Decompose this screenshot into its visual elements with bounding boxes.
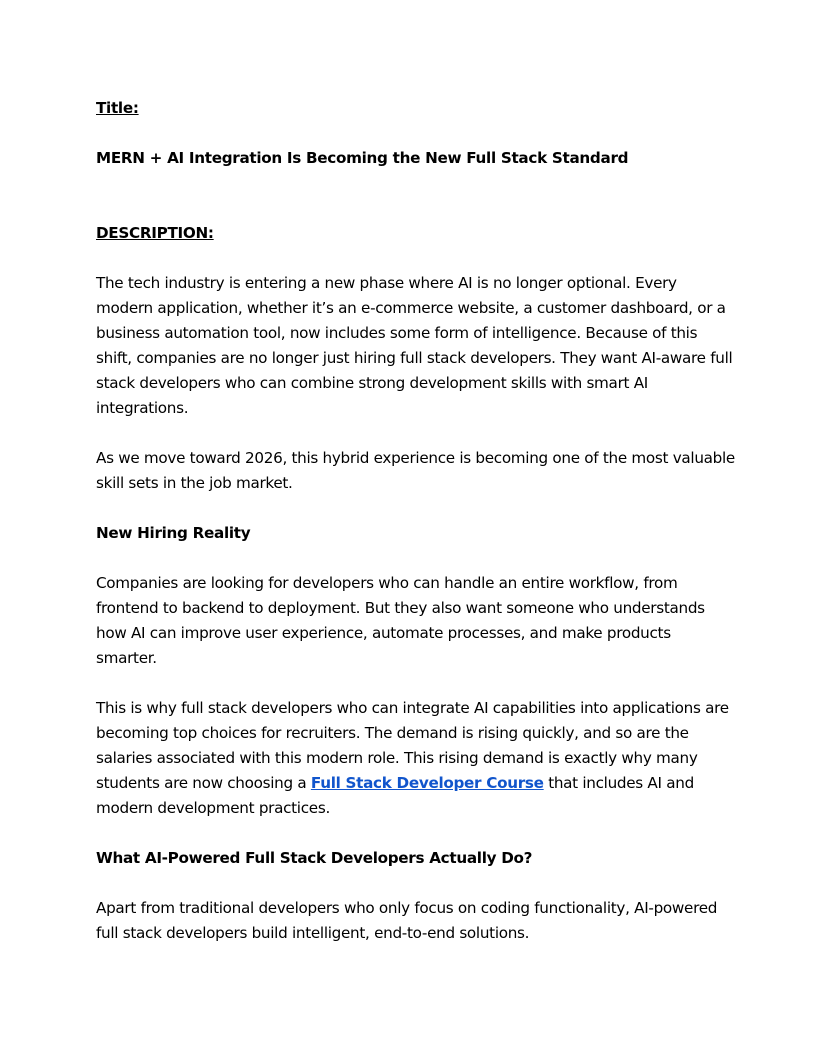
full-stack-course-link[interactable]: Full Stack Developer Course: [310, 774, 544, 792]
paragraph-intro: The tech industry is entering a new phase where AI is no longer optional. Every modern application, whether it’s an e-commerce website, a customer dashboard, or a business automation tool, now includes some form of intelligence. Because of this shift, companies are no longer just hiring full stack developers. They want AI-aware full stack developers who can combine strong development skills with smart AI integrations.: [96, 274, 733, 417]
description-label: DESCRIPTION:: [96, 224, 214, 242]
title-label: Title:: [96, 99, 139, 117]
paragraph-workflow: Companies are looking for developers who can handle an entire workflow, from frontend to backend to deployment. But they also want someone who understands how AI can improve user experience, automate processes, and make products smarter.: [96, 574, 705, 667]
heading-what-developers-do: What AI-Powered Full Stack Developers Actually Do?: [96, 849, 533, 867]
paragraph-2026: As we move toward 2026, this hybrid experience is becoming one of the most valuable skill sets in the job market.: [96, 449, 735, 492]
paragraph-recruiters: [96, 696, 736, 821]
heading-new-hiring-reality: New Hiring Reality: [96, 524, 251, 542]
paragraph-end-to-end: Apart from traditional developers who only focus on coding functionality, AI-powered full stack developers build intelligent, end-to-end solutions.: [96, 899, 718, 942]
document-title: MERN + AI Integration Is Becoming the New Full Stack Standard: [96, 149, 629, 167]
paragraph-recruiters-text-before: This is why full stack developers who can integrate AI capabilities into applications are becoming top choices for recruiters. The demand is rising quickly, and so are the salaries associated with this modern role. This rising demand is exactly why many students are now choosing a: [96, 699, 729, 792]
document-page: [96, 96, 736, 971]
paragraph-recruiters-text-after: that includes AI and modern development practices.: [96, 774, 694, 817]
